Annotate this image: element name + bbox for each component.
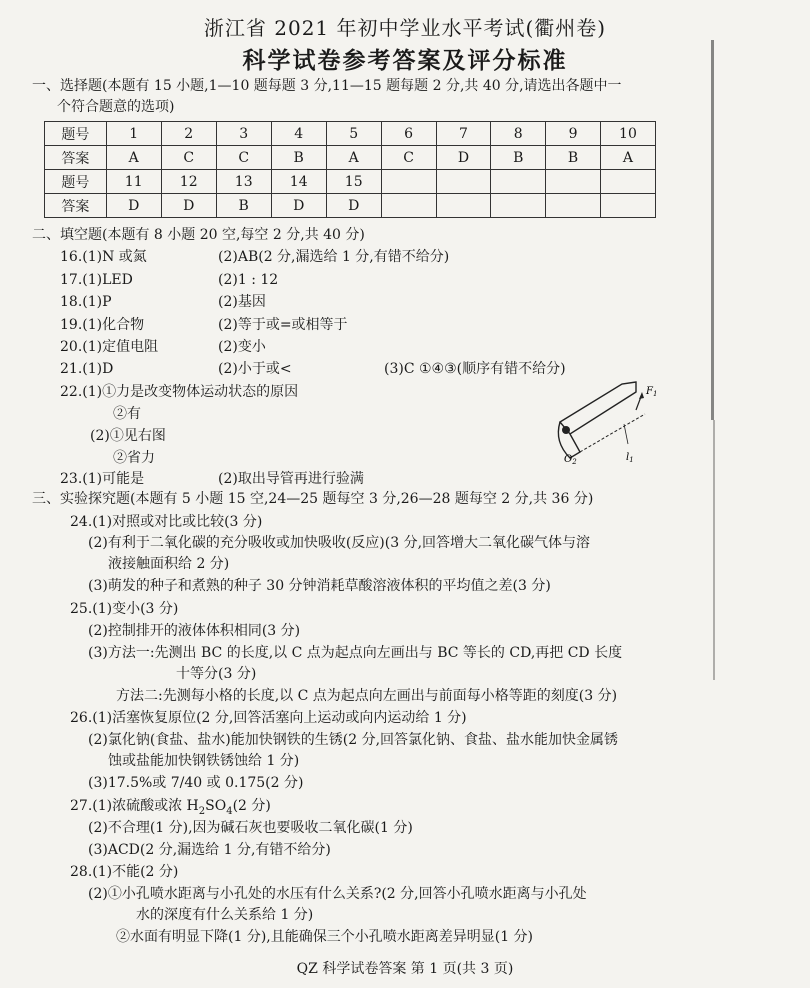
table-cell: A [326,146,381,170]
table-cell: 答案 [45,194,107,218]
table-cell: 9 [546,122,601,146]
section1-heading-cont: 个符合题意的选项) [57,99,175,115]
answer-line: 25.(1)变小(3 分) [70,601,179,617]
table-cell [546,194,601,218]
table-cell: C [161,146,216,170]
table-row [45,146,656,170]
answer-line: (2)1 : 12 [218,272,279,288]
label-o2: $O_2$ [564,454,577,464]
table-cell [381,194,436,218]
table-cell: 7 [436,122,491,146]
answer-line: 18.(1)P [60,294,112,310]
answer-key-title: 科学试卷参考答案及评分标准 [242,47,568,74]
table-cell [381,170,436,194]
binding-line [711,40,714,420]
answer-line: (2)取出导管再进行验满 [218,471,364,487]
answer-line: 24.(1)对照或对比或比较(3 分) [70,514,263,530]
table-row [45,122,656,146]
answer-line: 水的深度有什么关系给 1 分) [136,907,314,923]
table-cell: 2 [161,122,216,146]
answer-line: (2)不合理(1 分),因为碱石灰也要吸收二氧化碳(1 分) [88,820,413,836]
label-f1: $F_1$ [646,386,658,398]
table-cell [600,170,655,194]
answer-line: (3)萌发的种子和煮熟的种子 30 分钟消耗草酸溶液体积的平均值之差(3 分) [88,578,551,594]
table-cell: 答案 [45,146,107,170]
table-row [45,194,656,218]
table-cell [491,170,546,194]
table-cell: 13 [216,170,271,194]
table-cell: B [216,194,271,218]
answer-line: 液接触面积给 2 分) [108,556,230,572]
answer-line: (2)等于或=或相等于 [218,317,348,333]
table-cell: 10 [600,122,655,146]
table-cell [436,170,491,194]
table-cell [600,194,655,218]
table-cell: B [271,146,326,170]
answer-line: 27.(1)浓硫酸或浓 $H_2SO_4(2$ 分) [70,798,271,817]
answer-line: ②水面有明显下降(1 分),且能确保三个小孔喷水距离差异明显(1 分) [116,929,534,945]
answer-line: (2)①小孔喷水距离与小孔处的水压有什么关系?(2 分,回答小孔喷水距离与小孔处 [88,886,587,902]
answer-line: 20.(1)定值电阻 [60,339,159,355]
answer-line: 蚀或盐能加快钢铁锈蚀给 1 分) [108,753,300,769]
table-cell: 6 [381,122,436,146]
table-cell: C [216,146,271,170]
answer-line: (2)氯化钠(食盐、盐水)能加快钢铁的生锈(2 分,回答氯化钠、食盐、盐水能加快金属锈 [88,732,619,748]
pivot-point [562,426,570,434]
answer-line: (2)变小 [218,339,266,355]
answer-line: (3)ACD(2 分,漏选给 1 分,有错不给分) [88,842,331,858]
answer-line: (2)①见右图 [90,428,166,444]
table-cell: 5 [326,122,381,146]
table-cell: C [381,146,436,170]
answer-line: 26.(1)活塞恢复原位(2 分,回答活塞向上运动或向内运动给 1 分) [70,710,467,726]
answer-line: (2)基因 [218,294,266,310]
answer-line: 23.(1)可能是 [60,471,145,487]
section1-heading: 一、选择题(本题有 15 小题,1—10 题每题 3 分,11—15 题每题 2 分,共 40 分,请选出各题中一 [32,78,622,94]
answer-table [44,121,656,218]
table-cell: 11 [106,170,161,194]
answer-line: 22.(1)①力是改变物体运动状态的原因 [60,384,299,400]
table-cell [436,194,491,218]
table-cell: D [271,194,326,218]
answer-line: 21.(1)D [60,361,114,377]
table-cell: D [436,146,491,170]
answer-line: 28.(1)不能(2 分) [70,864,179,880]
exam-title: 浙江省 2021 年初中学业水平考试(衢州卷) [203,16,607,40]
table-cell: 12 [161,170,216,194]
answer-line: 十等分(3 分) [176,666,257,682]
table-cell: D [106,194,161,218]
answer-line: 17.(1)LED [60,272,133,288]
table-cell: A [106,146,161,170]
answer-line: (3)17.5%或 7/40 或 0.175(2 分) [88,775,304,791]
table-cell: 4 [271,122,326,146]
binding-line [713,420,715,680]
answer-line: (2)有利于二氧化碳的充分吸收或加快吸收(反应)(3 分,回答增大二氧化碳气体与溶 [88,535,591,551]
table-cell: 3 [216,122,271,146]
table-cell: 题号 [45,170,107,194]
table-cell: 题号 [45,122,107,146]
label-l1: $l_1$ [626,452,634,464]
answer-line: (2)小于或< [218,361,292,377]
answer-line: 方法二:先测每小格的长度,以 C 点为起点向左画出与前面每小格等距的刻度(3 分) [116,688,618,704]
table-cell: B [491,146,546,170]
page-footer: QZ 科学试卷答案 第 1 页(共 3 页) [296,961,514,977]
answer-line: 19.(1)化合物 [60,317,145,333]
table-row [45,170,656,194]
answer-line: (2)AB(2 分,漏选给 1 分,有错不给分) [218,249,450,265]
table-cell [546,170,601,194]
table-cell: D [161,194,216,218]
table-cell: 1 [106,122,161,146]
answer-line: 16.(1)N 或氮 [60,249,147,265]
answer-line: (3)C ①④③(顺序有错不给分) [384,361,566,377]
answer-line: (3)方法一:先测出 BC 的长度,以 C 点为起点向左画出与 BC 等长的 CD,再把 CD 长度 [88,645,623,661]
section2-heading: 二、填空题(本题有 8 小题 20 空,每空 2 分,共 40 分) [32,227,365,243]
section3-heading: 三、实验探究题(本题有 5 小题 15 空,24—25 题每空 3 分,26—28 题每空 2 分,共 36 分) [32,491,594,507]
answer-line: ②省力 [113,450,155,466]
table-cell: 8 [491,122,546,146]
table-cell: B [546,146,601,170]
answer-line: (2)控制排开的液体体积相同(3 分) [88,623,301,639]
table-cell [491,194,546,218]
table-cell: A [600,146,655,170]
lever-diagram [540,372,670,464]
table-cell: 15 [326,170,381,194]
answer-line: ②有 [113,406,141,422]
table-cell: 14 [271,170,326,194]
table-cell: D [326,194,381,218]
